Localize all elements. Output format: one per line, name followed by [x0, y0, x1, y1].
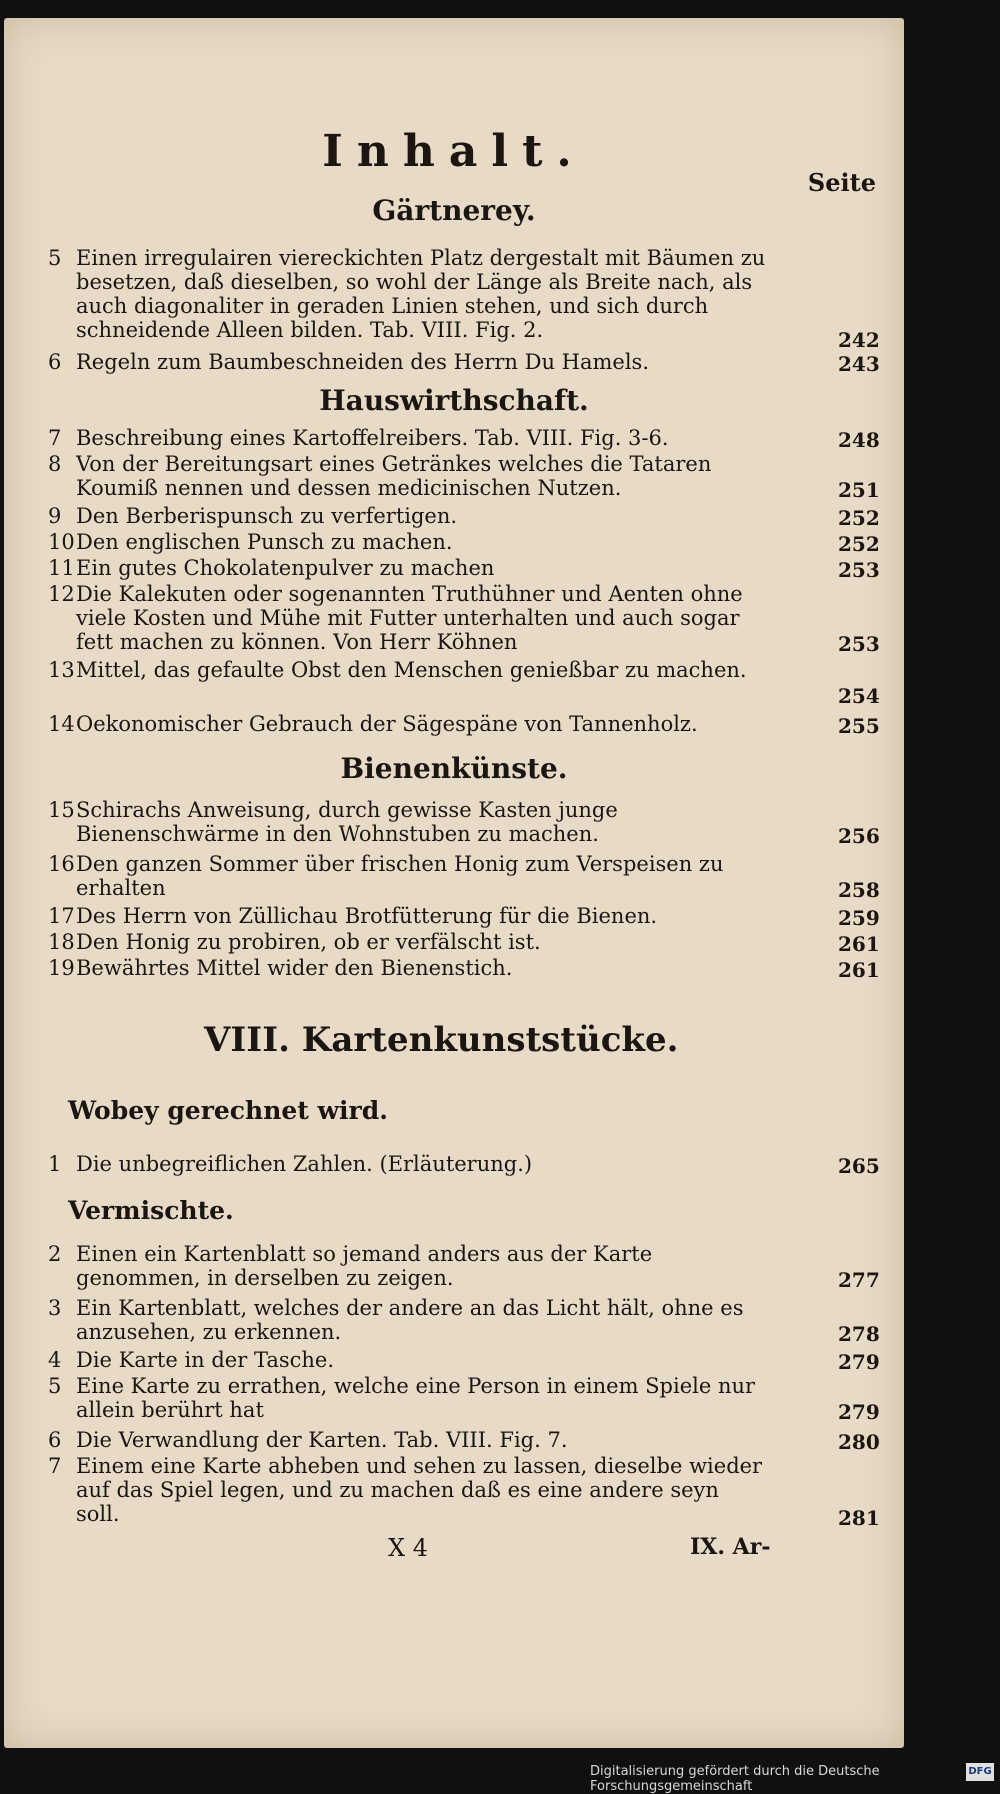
entry-number: 5 [48, 1374, 62, 1398]
toc-entry [48, 1242, 768, 1290]
toc-entry [48, 904, 768, 928]
entry-page: 279 [838, 1350, 880, 1374]
entry-text: Einen ein Kartenblatt so jemand anders aus der Karte genommen, in derselben zu zeigen. [76, 1242, 653, 1290]
entry-text: Die Verwandlung der Karten. Tab. VIII. Fig. 7. [76, 1428, 568, 1452]
entry-text: Die unbegreiflichen Zahlen. (Erläuterung.) [76, 1152, 533, 1176]
dfg-logo: DFG [966, 1763, 994, 1781]
toc-entry [48, 504, 768, 528]
subheading-mixed: Vermischte. [68, 1196, 234, 1225]
entry-number: 14 [48, 712, 75, 736]
entry-page: 261 [838, 932, 880, 956]
toc-entry [48, 956, 768, 980]
toc-entry [48, 1374, 768, 1422]
toc-entry [48, 530, 768, 554]
toc-entry [48, 350, 768, 374]
entry-text: Von der Bereitungsart eines Getränkes welches die Tataren Koumiß nennen und dessen medicinischen Nutzen. [76, 452, 712, 500]
toc-entry [48, 930, 768, 954]
entry-number: 17 [48, 904, 75, 928]
toc-entry [48, 452, 768, 500]
entry-number: 3 [48, 1296, 62, 1320]
entry-number: 11 [48, 556, 75, 580]
entry-page: 242 [838, 328, 880, 352]
toc-entry [48, 712, 768, 736]
entry-text: Bewährtes Mittel wider den Bienenstich. [76, 956, 513, 980]
entry-page: 259 [838, 906, 880, 930]
entry-text: Den englischen Punsch zu machen. [76, 530, 453, 554]
entry-text: Ein Kartenblatt, welches der andere an das Licht hält, ohne es anzusehen, zu erkennen. [76, 1296, 744, 1344]
digitization-credit: Digitalisierung gefördert durch die Deutsche Forschungsgemeinschaft [590, 1764, 880, 1794]
entry-number: 18 [48, 930, 75, 954]
entry-number: 15 [48, 798, 75, 822]
toc-entry [48, 426, 768, 450]
entry-text: Beschreibung eines Kartoffelreibers. Tab. VIII. Fig. 3-6. [76, 426, 669, 450]
entry-number: 12 [48, 582, 75, 606]
entry-number: 13 [48, 658, 75, 682]
entry-number: 4 [48, 1348, 62, 1372]
entry-page: 252 [838, 506, 880, 530]
toc-entry [48, 1296, 768, 1344]
seite-label: Seite [807, 168, 876, 197]
entry-number: 2 [48, 1242, 62, 1266]
entry-page: 252 [838, 532, 880, 556]
entry-page: 261 [838, 958, 880, 982]
entry-number: 8 [48, 452, 62, 476]
entry-text: Ein gutes Chokolatenpulver zu machen [76, 556, 495, 580]
entry-page: 248 [838, 428, 880, 452]
entry-page: 277 [838, 1268, 880, 1292]
entry-number: 9 [48, 504, 62, 528]
entry-page: 253 [838, 632, 880, 656]
toc-entry [48, 1152, 768, 1176]
entry-number: 16 [48, 852, 75, 876]
entry-page: 280 [838, 1430, 880, 1454]
page-title: Inhalt. [322, 126, 586, 177]
entry-number: 1 [48, 1152, 62, 1176]
entry-page: 265 [838, 1154, 880, 1178]
entry-number: 6 [48, 1428, 62, 1452]
entry-text: Mittel, das gefaulte Obst den Menschen genießbar zu machen. [76, 658, 747, 682]
part-heading: VIII. Kartenkunststücke. [204, 1020, 679, 1060]
entry-number: 7 [48, 1454, 62, 1478]
entry-number: 6 [48, 350, 62, 374]
entry-text: Eine Karte zu errathen, welche eine Person in einem Spiele nur allein berührt hat [76, 1374, 756, 1422]
entry-text: Regeln zum Baumbeschneiden des Herrn Du Hamels. [76, 350, 649, 374]
entry-page: 279 [838, 1400, 880, 1424]
entry-number: 19 [48, 956, 75, 980]
entry-text: Des Herrn von Züllichau Brotfütterung für die Bienen. [76, 904, 658, 928]
catchword: IX. Ar- [690, 1534, 771, 1560]
entry-page: 258 [838, 878, 880, 902]
toc-entry [48, 246, 768, 342]
entry-page: 256 [838, 824, 880, 848]
section-heading-bienenkuenste: Bienenkünste. [340, 752, 568, 785]
entry-text: Den Honig zu probiren, ob er verfälscht ist. [76, 930, 541, 954]
signature-mark: X 4 [388, 1534, 428, 1562]
entry-page: 255 [838, 714, 880, 738]
entry-text: Die Karte in der Tasche. [76, 1348, 335, 1372]
toc-entry [48, 658, 768, 682]
toc-entry [48, 1454, 768, 1526]
toc-entry [48, 582, 768, 654]
section-heading-gaertnerey: Gärtnerey. [372, 194, 536, 227]
entry-text: Oekonomischer Gebrauch der Sägespäne von Tannenholz. [76, 712, 698, 736]
toc-entry [48, 852, 768, 900]
section-heading-hauswirthschaft: Hauswirthschaft. [319, 384, 589, 417]
entry-page: 254 [838, 684, 880, 708]
entry-page: 278 [838, 1322, 880, 1346]
subheading-calculated: Wobey gerechnet wird. [68, 1096, 388, 1125]
entry-text: Einem eine Karte abheben und sehen zu lassen, dieselbe wieder auf das Spiel legen, und zu machen daß es eine andere seyn soll. [76, 1454, 763, 1526]
entry-text: Den ganzen Sommer über frischen Honig zum Verspeisen zu erhalten [76, 852, 724, 900]
book-page [4, 18, 904, 1748]
toc-entry [48, 798, 768, 846]
toc-entry [48, 1348, 768, 1372]
entry-page: 243 [838, 352, 880, 376]
entry-text: Den Berberispunsch zu verfertigen. [76, 504, 458, 528]
entry-text: Einen irregulairen viereckichten Platz dergestalt mit Bäumen zu besetzen, daß dieselben, so wohl der Länge als Breite nach, als auch diagonaliter in geraden Linien stehen, und sich durch schneidende Alleen bilden. Tab. VIII. Fig. 2. [76, 246, 766, 342]
entry-number: 10 [48, 530, 75, 554]
entry-text: Die Kalekuten oder sogenannten Truthühner und Aenten ohne viele Kosten und Mühe mit Futter unterhalten und auch sogar fett machen zu können. Von Herr Köhnen [76, 582, 743, 654]
entry-page: 281 [838, 1506, 880, 1530]
toc-entry [48, 1428, 768, 1452]
entry-page: 251 [838, 478, 880, 502]
entry-number: 5 [48, 246, 62, 270]
toc-entry [48, 556, 768, 580]
entry-page: 253 [838, 558, 880, 582]
entry-text: Schirachs Anweisung, durch gewisse Kasten junge Bienenschwärme in den Wohnstuben zu machen. [76, 798, 618, 846]
entry-number: 7 [48, 426, 62, 450]
